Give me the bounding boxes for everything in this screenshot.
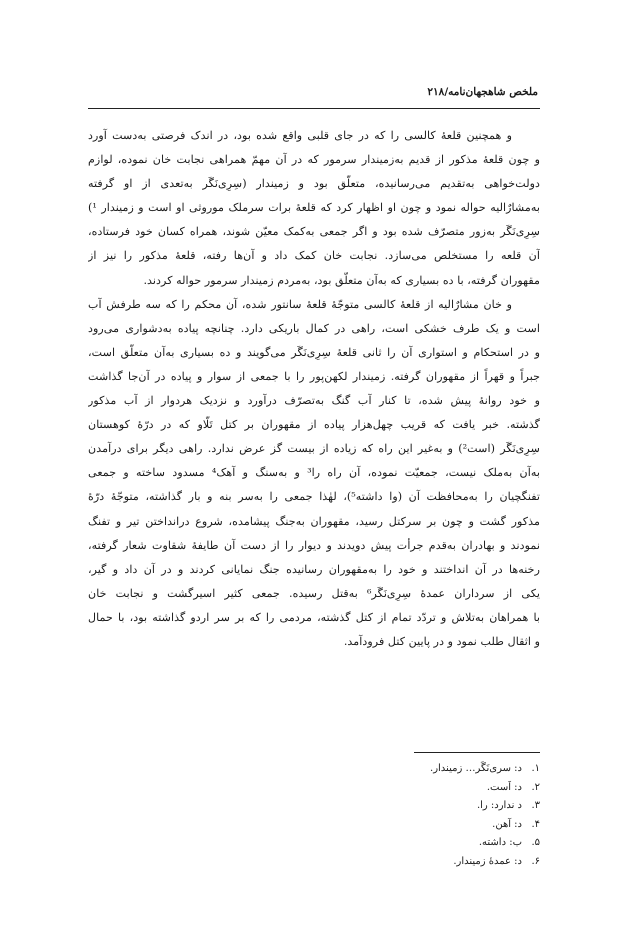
footnote-item	[240, 760, 540, 779]
footnotes-list	[240, 760, 540, 871]
text-line: و خود روانهٔ پیش شده، تا کنار آب گنگ به‌تصرّف درآورد و نزدیک هردوار از آب مذکور	[88, 394, 540, 408]
footnote-item	[240, 797, 540, 816]
text-line: و اثقال طلب نمود و در پایین کتل فرودآمد.	[343, 634, 540, 648]
text-line: به‌مشارٌالیه حواله نمود و چون او اظهار کرد که قلعهٔ برات سرملک موروثی او است و زمیندار ¹)	[88, 201, 540, 215]
text-line: با همراهان به‌تلاش و تردّد تمام از کتل گذشته، مردمی را که بر سر اردو گذاشته بود، با حمال	[88, 610, 540, 624]
text-line: آن قلعه را مستخلص می‌سازد. نجابت خان کمک داد و آن‌ها رفته، قلعهٔ مذکور را نیز از	[88, 249, 540, 263]
text-line: مذکور گشت و چون بر سرکتل رسید، مقهوران به‌جنگ پیشامده، شروع درانداختن تیر و تفنگ	[88, 514, 540, 528]
text-line: به‌آن به‌ملک نیست، جمعیّت نموده، آن راه را³ و به‌سنگ و آهک⁴ مسدود ساخته و جمعی	[88, 466, 540, 480]
text-line: رخنه‌ها در آن انداختند و خود را به‌مقهوران رسانیده جنگ نمایانی کردند و در آن داد و گیر،	[88, 562, 540, 576]
footnote-text: د ندارد: را.	[476, 800, 522, 811]
footnote-number: ۵.	[531, 837, 540, 848]
text-line: و همچنین قلعهٔ کالسی را که در جای قلبی واقع شده بود، در اندک فرصتی به‌دست آورد	[88, 129, 512, 142]
footnote-number: ۴.	[531, 818, 540, 830]
footnote-rule	[414, 752, 540, 753]
footnote-text: د: آهن.	[492, 818, 522, 830]
text-line: است و یک طرف خشکی است، راهی در کمال باریکی دارد. چنانچه پیاده به‌دشواری می‌رود	[88, 321, 540, 335]
footnote-text: د: اَست.	[486, 781, 522, 793]
footnote-item	[240, 816, 540, 835]
body-text	[88, 124, 540, 654]
footnote-item	[240, 834, 540, 853]
text-line: سِرِی‌نَگَر (است²) و به‌غیر این راه که زیاده از بیست گز عرض ندارد. راهی دیگر برای درآمدن	[88, 442, 540, 456]
header-rule	[88, 108, 540, 109]
footnote-number: ۲.	[531, 781, 540, 793]
text-line: و در استحکام و استواری آن را ثانی قلعهٔ سِرِی‌نَگَر می‌گویند و ده بسیاری به‌آن متعلّق است،	[88, 345, 540, 359]
text-line: و چون قلعهٔ مذکور از قدیم به‌زمیندار سرمور که در آن مهمّ همراهی نجابت خان نموده، لوازم	[88, 153, 540, 167]
footnote-number: ۶.	[531, 855, 540, 867]
text-line: دولت‌خواهی به‌تقدیم می‌رسانیده، متعلّق بود و زمیندار (سِرِی‌نَگَر به‌تعدی از او گرفته	[88, 177, 540, 191]
text-line: مقهوران گرفته، با ده بسیاری که به‌آن متعلّق بود، به‌مردم زمیندار سرمور حواله کردند.	[143, 273, 540, 287]
text-line: و خان مشارٌالیه از قلعهٔ کالسی متوجّهٔ قلعهٔ سانتور شده، آن محکم را که سه طرفش آب	[88, 297, 512, 311]
footnote-number: ۳.	[531, 800, 540, 811]
footnote-text: د: عمدهٔ زمیندار.	[453, 855, 522, 867]
running-header: ملخص شاهجهان‌نامه/۲۱۸	[427, 86, 538, 98]
text-line: جبراً و قهراً از مقهوران گرفته. زمیندار لکهن‌پور را با جمعی از سوار و پیاده در آن‌جا گذاشت	[88, 369, 540, 383]
footnote-item	[240, 853, 540, 872]
footnote-item	[240, 779, 540, 798]
text-line: یکی از سرداران عمدهٔ سِرِی‌نَگَر⁶ به‌قتل رسیده. جمعی کثیر اسیرگشت و نجابت خان	[88, 586, 540, 600]
text-line: تفنگچیان را به‌محافظت آن (وا داشته⁵)، لهٰذا جمعی را به‌سر بنه و بار گذاشته، متوجّهٔ درّهٔ	[88, 490, 540, 504]
footnote-text: د: سری‌نَگَر… زمیندار.	[430, 763, 522, 774]
text-line: نمودند و بهادران به‌قدم جرأت پیش دویدند و دیوار را از دست آن طایفهٔ شقاوت شعار گرفته،	[88, 538, 540, 552]
text-line: گذشته. خبر یافت که قریب چهل‌هزار پیاده از مقهوران بر کتل تَلّاو که در درّهٔ کوهستان	[88, 418, 540, 432]
footnote-number: ۱.	[531, 763, 540, 774]
footnote-text: ب: داشته.	[478, 837, 522, 848]
text-line: سِرِی‌نَگَر به‌زور متصرّف شده بود و اگر جمعی به‌کمک معیّن شوند، همراه کسان خود فرستاده،	[88, 225, 540, 239]
